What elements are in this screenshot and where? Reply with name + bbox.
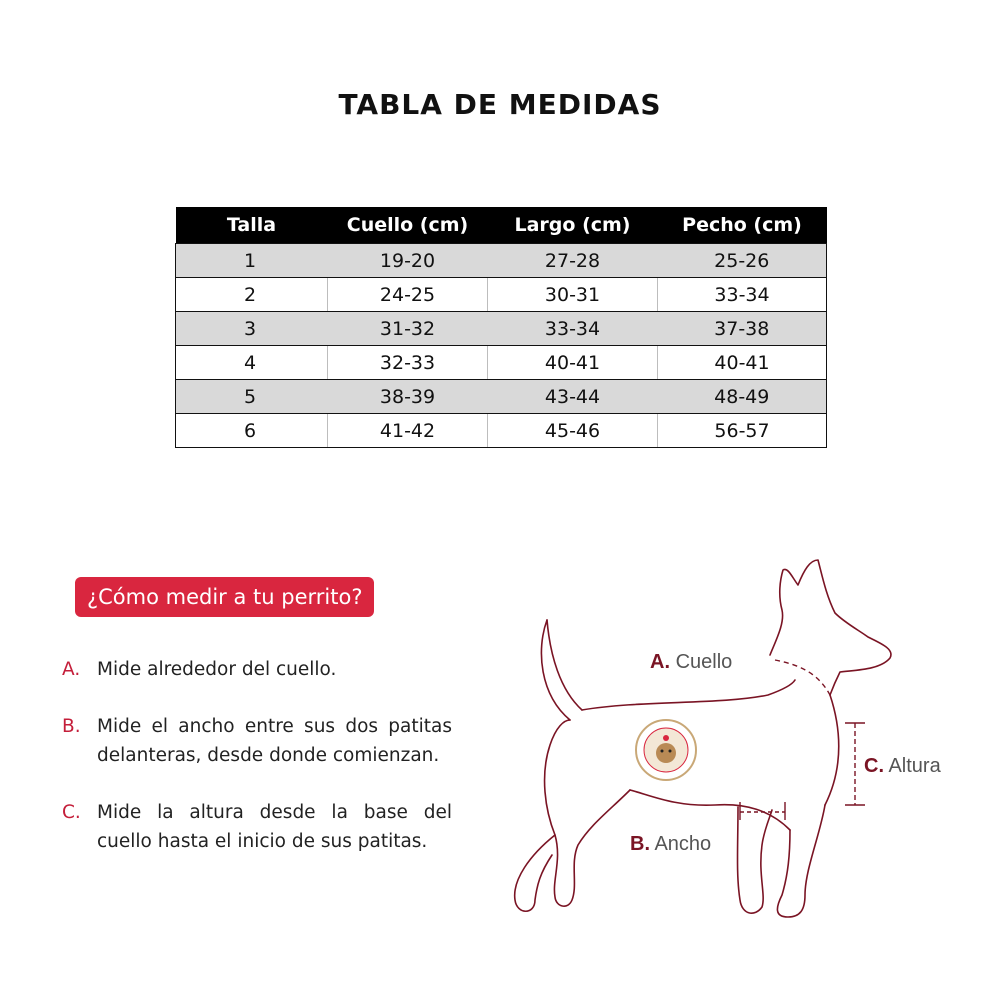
cell-pecho: 37-38 (658, 312, 827, 346)
dog-tail-outline (541, 620, 570, 720)
header-talla: Talla (176, 207, 328, 244)
cell-cuello: 19-20 (328, 244, 488, 278)
dog-front-leg-outline (777, 805, 825, 917)
header-cuello: Cuello (cm) (328, 207, 488, 244)
step-b (62, 712, 452, 770)
cell-cuello: 41-42 (328, 414, 488, 448)
cell-talla: 5 (176, 380, 328, 414)
how-to-measure-heading: ¿Cómo medir a tu perrito? (75, 577, 374, 617)
dog-measurement-diagram (500, 555, 960, 925)
dog-outline-illustration (500, 555, 960, 925)
label-neck: A. Cuello (650, 651, 733, 673)
cell-cuello: 31-32 (328, 312, 488, 346)
step-c (62, 798, 452, 856)
step-letter: A. (62, 659, 81, 680)
page-title: TABLA DE MEDIDAS (338, 88, 662, 121)
cell-largo: 33-34 (488, 312, 658, 346)
step-text: Mide alrededor del cuello. (97, 659, 337, 680)
cell-largo: 43-44 (488, 380, 658, 414)
table-row (176, 414, 827, 448)
cell-pecho: 33-34 (658, 278, 827, 312)
step-a (62, 655, 452, 684)
cell-talla: 3 (176, 312, 328, 346)
cell-cuello: 32-33 (328, 346, 488, 380)
cell-talla: 6 (176, 414, 328, 448)
step-text: Mide la altura desde la base del cuello hasta el inicio de sus patitas. (97, 802, 452, 852)
step-text: Mide el ancho entre sus dos patitas delanteras, desde donde comienzan. (97, 716, 452, 766)
dog-front-leg-2-outline (738, 807, 773, 913)
cell-cuello: 38-39 (328, 380, 488, 414)
cell-largo: 45-46 (488, 414, 658, 448)
cell-talla: 4 (176, 346, 328, 380)
dog-rear-leg-outline (545, 720, 630, 906)
brand-logo (636, 720, 696, 780)
cell-talla: 1 (176, 244, 328, 278)
table-row (176, 312, 827, 346)
table-row (176, 346, 827, 380)
size-table (175, 207, 827, 448)
table-header-row (176, 207, 827, 244)
label-width: B. Ancho (630, 833, 712, 855)
table-row (176, 278, 827, 312)
label-height: C. Altura (864, 755, 941, 777)
step-letter: B. (62, 716, 81, 737)
header-largo: Largo (cm) (488, 207, 658, 244)
cell-pecho: 56-57 (658, 414, 827, 448)
cell-pecho: 48-49 (658, 380, 827, 414)
table-row (176, 244, 827, 278)
table-row (176, 380, 827, 414)
header-pecho: Pecho (cm) (658, 207, 827, 244)
cell-cuello: 24-25 (328, 278, 488, 312)
cell-largo: 30-31 (488, 278, 658, 312)
cell-pecho: 40-41 (658, 346, 827, 380)
cell-largo: 27-28 (488, 244, 658, 278)
measurement-steps (62, 655, 452, 884)
cell-largo: 40-41 (488, 346, 658, 380)
neck-measure-line (775, 660, 830, 695)
cell-talla: 2 (176, 278, 328, 312)
cell-pecho: 25-26 (658, 244, 827, 278)
step-letter: C. (62, 802, 81, 823)
dog-head-outline (770, 560, 891, 695)
